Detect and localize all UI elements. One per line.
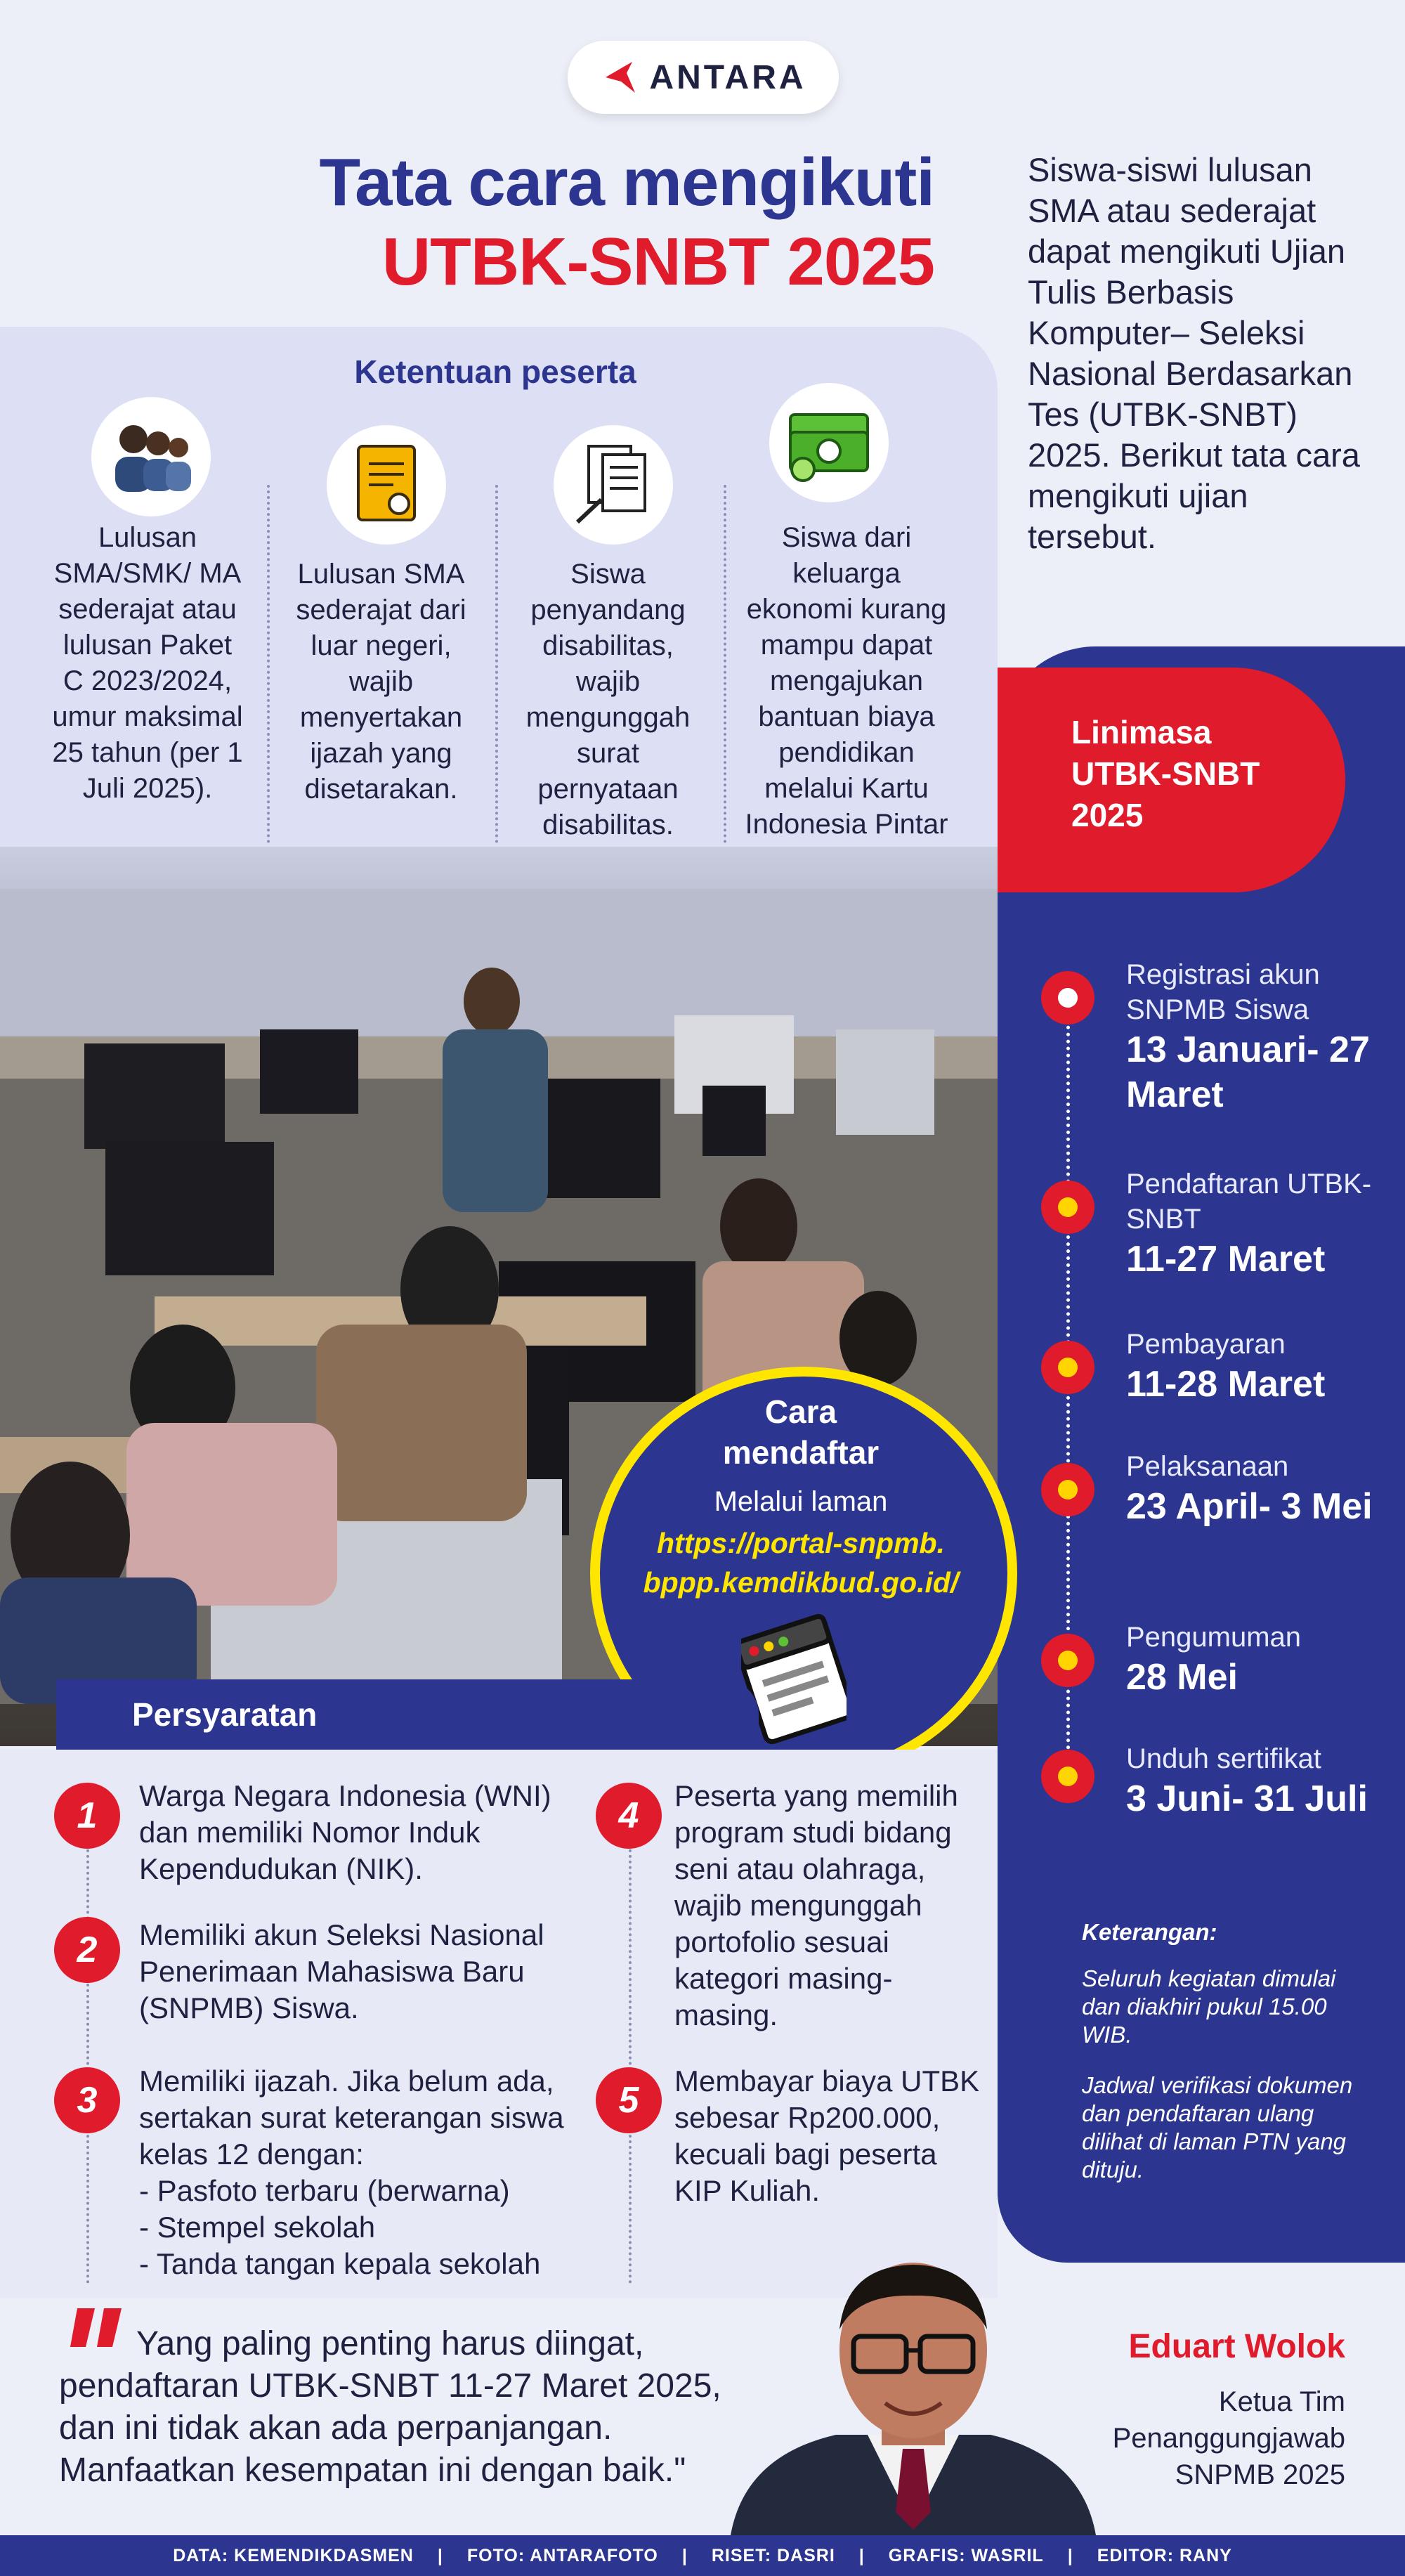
divider [267, 485, 270, 843]
certificate-icon [327, 425, 446, 545]
req-item-3: Memiliki ijazah. Jika belum ada, sertakan surat keterangan siswa kelas 12 dengan: - Pasfoto terbaru (berwarna) - Stempel sekolah - Tanda tangan kepala sekolah [139, 2064, 564, 2280]
divider [629, 1827, 632, 2284]
timeline-notes-title: Keterangan: [1082, 1919, 1217, 1945]
credit-separator: | [437, 2545, 443, 2565]
credit-separator: | [1067, 2545, 1073, 2565]
timeline-label: Pengumuman [1126, 1622, 1302, 1653]
speaker-role: Ketua Tim Penanggungjawab SNPMB 2025 [1112, 2386, 1345, 2490]
req-item-4: Peserta yang memilih program studi bidang seni atau olahraga, wajib mengunggah portofolio sesuai kategori masing-masing. [674, 1779, 958, 2031]
credit-riset: RISET: DASRI [711, 2545, 835, 2565]
timeline-dot [1041, 1180, 1094, 1234]
ketentuan-item-2: Lulusan SMA sederajat dari luar negeri, wajib menyertakan ijazah yang disetarakan. [296, 559, 466, 805]
divider [86, 1827, 89, 2284]
req-number-4: 4 [596, 1783, 662, 1849]
timeline-dot [1041, 971, 1094, 1024]
req-number-3: 3 [54, 2067, 120, 2133]
divider [495, 485, 498, 843]
credit-foto: FOTO: ANTARAFOTO [466, 2545, 658, 2565]
req-number-1: 1 [54, 1783, 120, 1849]
credit-grafis: GRAFIS: WASRIL [888, 2545, 1044, 2565]
timeline-note-1: Seluruh kegiatan dimulai dan diakhiri pukul 15.00 WIB. [1082, 1965, 1336, 2048]
people-group-icon [91, 397, 211, 516]
timeline-label: Pelaksanaan [1126, 1451, 1289, 1482]
credits-footer [0, 2535, 1405, 2576]
timeline-date: 11-28 Maret [1126, 1364, 1326, 1405]
timeline-dot [1041, 1750, 1094, 1803]
timeline-item-2 [1126, 1166, 1393, 1282]
credit-data: DATA: KEMENDIKDASMEN [173, 2545, 414, 2565]
cara-title: Cara mendaftar [722, 1393, 880, 1471]
timeline-item-4 [1126, 1449, 1393, 1529]
quote-text: Yang paling penting harus diingat, pendaftaran UTBK-SNBT 11-27 Maret 2025, dan ini tidak akan ada perpanjangan. Manfaatkan kesempatan ini dengan baik." [59, 2325, 721, 2489]
timeline-dot [1041, 1463, 1094, 1516]
timeline-dot [1041, 1634, 1094, 1687]
logo-text: ANTARA [649, 58, 806, 96]
ketentuan-title: Ketentuan peserta [354, 353, 636, 390]
timeline-dot [1041, 1341, 1094, 1394]
timeline-date: 13 Januari- 27 Maret [1126, 1029, 1370, 1115]
ketentuan-item-1: Lulusan SMA/SMK/ MA sederajat atau lulusan Paket C 2023/2024, umur maksimal 25 tahun (per 1 Juli 2025). [52, 522, 243, 804]
req-number-5: 5 [596, 2067, 662, 2133]
timeline-label: Unduh sertifikat [1126, 1743, 1321, 1774]
timeline-item-5 [1126, 1620, 1393, 1700]
timeline-label: Pendaftaran UTBK-SNBT [1126, 1169, 1372, 1235]
timeline-date: 23 April- 3 Mei [1126, 1486, 1373, 1527]
timeline-label: Registrasi akun SNPMB Siswa [1126, 959, 1320, 1025]
credit-separator: | [681, 2545, 688, 2565]
intro-text: Siswa-siswi lulusan SMA atau sederajat dapat mengikuti Ujian Tulis Berbasis Komputer– Seleksi Nasional Berdasarkan Tes (UTBK-SNBT) 2025. Berikut tata cara mengikuti ujian tersebut. [1028, 151, 1360, 555]
page-title-line1: Tata cara mengikuti [319, 145, 934, 220]
registration-link[interactable]: https://portal-snpmb. bppp.kemdikbud.go.id/ [643, 1527, 959, 1599]
req-number-2: 2 [54, 1917, 120, 1983]
divider [724, 485, 726, 843]
req-item-5: Membayar biaya UTBK sebesar Rp200.000, kecuali bagi peserta KIP Kuliah. [674, 2064, 980, 2207]
money-stack-icon [769, 383, 889, 502]
timeline-item-6 [1126, 1741, 1393, 1821]
credit-editor: EDITOR: RANY [1097, 2545, 1232, 2565]
ketentuan-item-4: Siswa dari keluarga ekonomi kurang mampu dapat mengajukan bantuan biaya pendidikan melalui Kartu Indonesia Pintar [745, 522, 948, 840]
ketentuan-item-3: Siswa penyandang disabilitas, wajib mengunggah surat pernyataan disabilitas. [525, 559, 691, 840]
timeline-item-1 [1126, 957, 1393, 1117]
req-item-2: Memiliki akun Seleksi Nasional Penerimaan Mahasiswa Baru (SNPMB) Siswa. [139, 1918, 544, 2024]
req-item-1: Warga Negara Indonesia (WNI) dan memiliki Nomor Induk Kependudukan (NIK). [139, 1779, 551, 1885]
speaker-name: Eduart Wolok [1128, 2328, 1345, 2365]
credit-separator: | [858, 2545, 865, 2565]
antara-logo-icon [600, 58, 639, 97]
timeline-date: 28 Mei [1126, 1657, 1238, 1698]
timeline-label: Pembayaran [1126, 1329, 1286, 1360]
timeline-title: Linimasa UTBK-SNBT 2025 [1071, 714, 1260, 833]
document-pen-icon [554, 425, 673, 545]
persyaratan-title: Persyaratan [132, 1696, 318, 1733]
page-title-line2: UTBK-SNBT 2025 [381, 224, 934, 299]
antara-logo [568, 41, 839, 114]
timeline-item-3 [1126, 1327, 1393, 1407]
timeline-note-2: Jadwal verifikasi dokumen dan pendaftaran ulang dilihat di laman PTN yang dituju. [1082, 2072, 1353, 2183]
timeline-date: 11-27 Maret [1126, 1239, 1326, 1280]
timeline-date: 3 Juni- 31 Juli [1126, 1778, 1368, 1819]
cara-via: Melalui laman [714, 1486, 888, 1517]
